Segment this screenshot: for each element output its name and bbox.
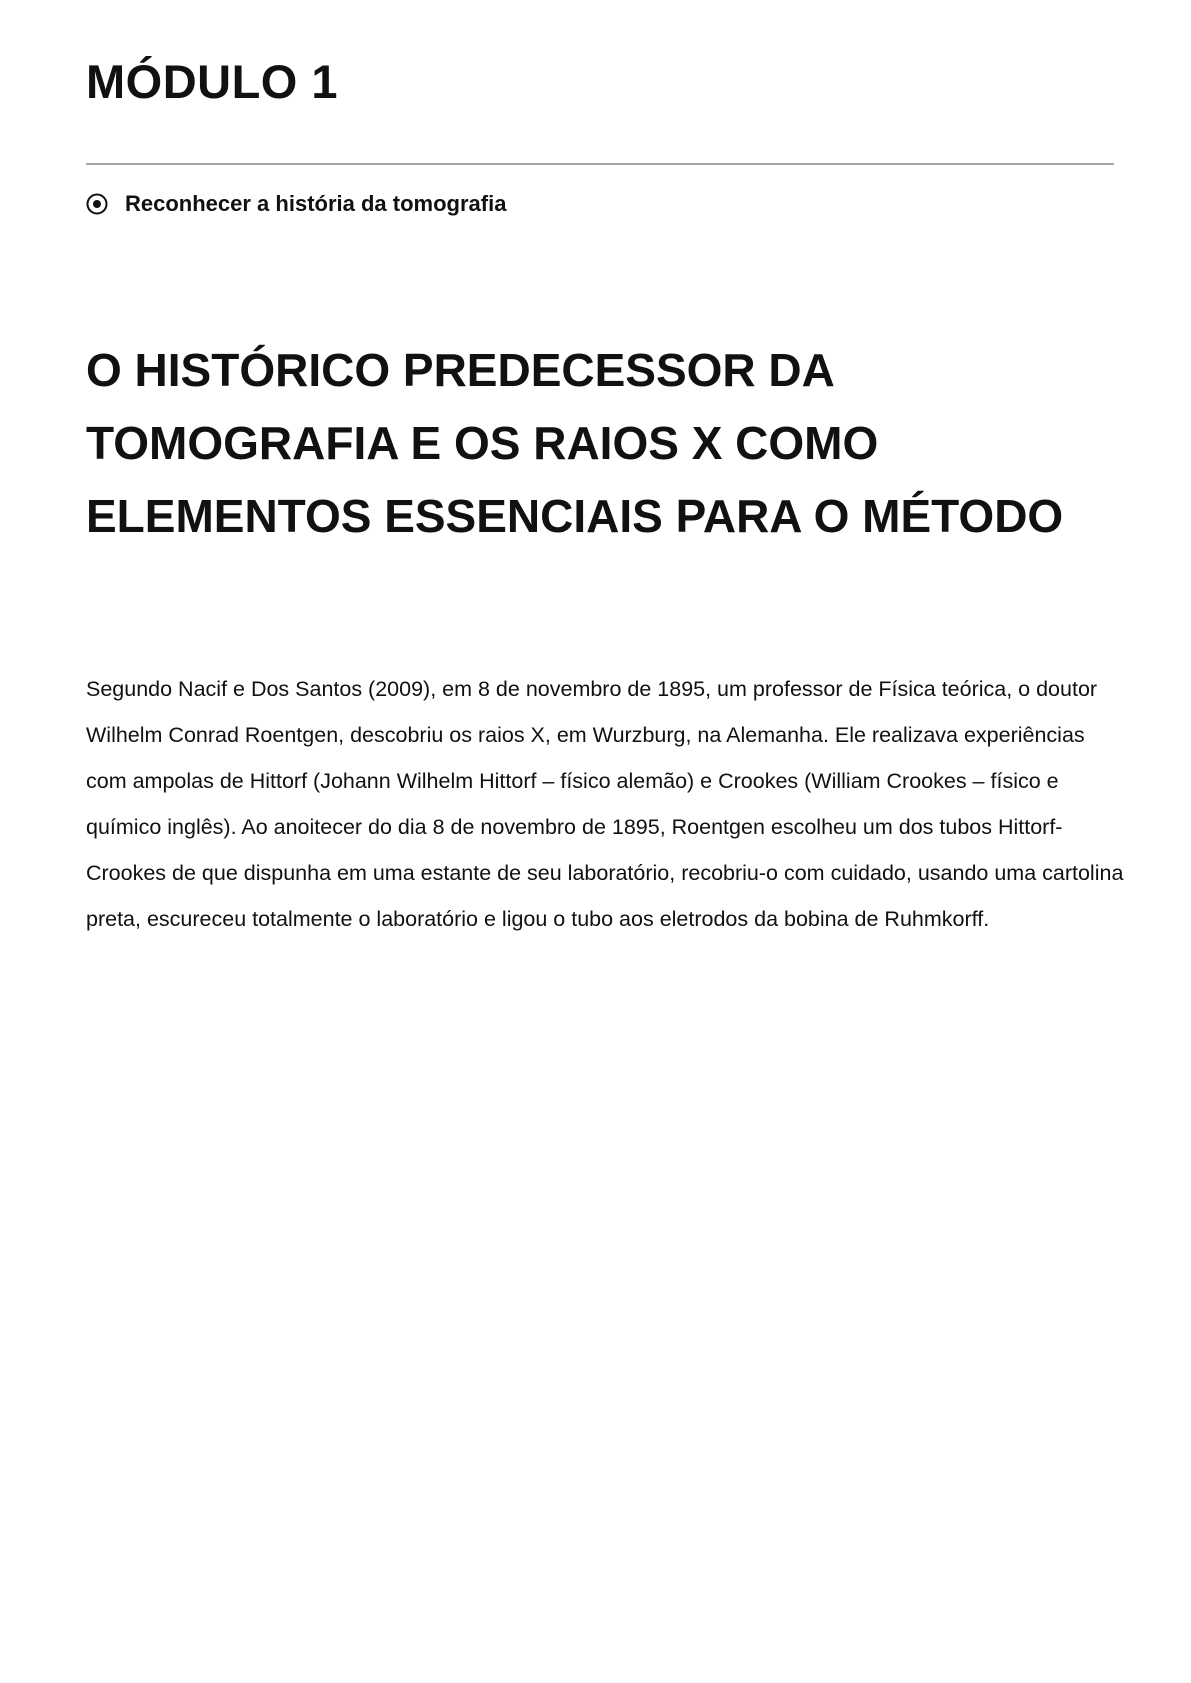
body-paragraph: Segundo Nacif e Dos Santos (2009), em 8 de novembro de 1895, um professor de Física teórica, o doutor Wilhelm Conrad Roentgen, descobriu os raios X, em Wurzburg, na Alemanha. Ele realizava experiências com ampolas de Hittorf (Johann Wilhelm Hittorf – físico alemão) e Crookes (William Crookes – físico e químico inglês). Ao anoitecer do dia 8 de novembro de 1895, Roentgen escolheu um dos tubos Hittorf-Crookes de que dispunha em uma estante de seu laboratório, recobriu-o com cuidado, usando uma cartolina preta, escureceu totalmente o laboratório e ligou o tubo aos eletrodos da bobina de Ruhmkorff. [86,677,1124,931]
objective-text: Reconhecer a história da tomografia [125,191,507,216]
target-icon [86,193,108,215]
module-title: MÓDULO 1 [86,55,339,108]
section-divider [86,163,1114,165]
section-title: O HISTÓRICO PREDECESSOR DA TOMOGRAFIA E OS RAIOS X COMO ELEMENTOS ESSENCIAIS PARA O MÉTODO [86,344,1064,542]
learning-objective [86,189,506,219]
